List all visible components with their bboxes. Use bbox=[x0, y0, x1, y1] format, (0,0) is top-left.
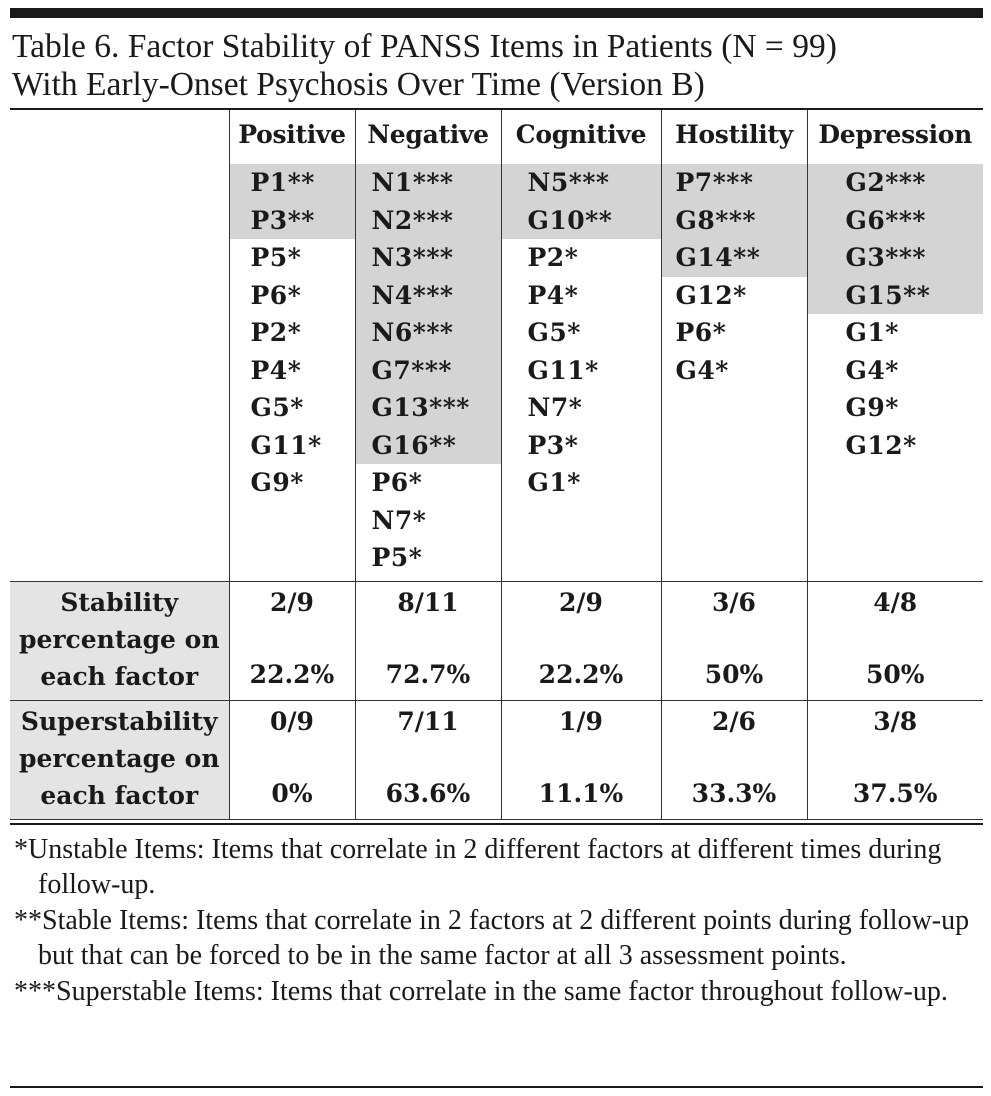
stability-percent: 22.2% bbox=[538, 660, 624, 689]
superstability-fraction: 0/9 bbox=[270, 707, 314, 736]
factor-item-label: G9* bbox=[845, 393, 899, 422]
superstability-cognitive bbox=[501, 701, 661, 820]
factor-item bbox=[502, 427, 661, 465]
factor-item-label: G5* bbox=[527, 318, 581, 347]
superstability-negative bbox=[355, 701, 501, 820]
factor-item-label: G11* bbox=[527, 355, 599, 385]
factor-item-label: P4* bbox=[250, 355, 302, 385]
superstability-hostility bbox=[661, 701, 807, 820]
stability-row bbox=[10, 582, 983, 701]
title-line-1: Table 6. Factor Stability of PANSS Items in Patients (N = 99) bbox=[12, 28, 837, 65]
factor-item-label: G10** bbox=[527, 205, 613, 235]
factor-item bbox=[662, 239, 807, 277]
factor-item-label: G7*** bbox=[371, 355, 452, 385]
factor-item bbox=[808, 352, 984, 390]
factor-item bbox=[502, 352, 661, 390]
factor-item-label: G13*** bbox=[371, 393, 470, 422]
factor-item bbox=[356, 464, 501, 502]
footnote-unstable: *Unstable Items: Items that correlate in 2 different factors at different times during follow-up. bbox=[14, 834, 942, 900]
superstability-fraction: 2/6 bbox=[712, 707, 756, 736]
factor-item bbox=[230, 239, 355, 277]
superstability-fraction: 3/8 bbox=[873, 707, 918, 736]
table-title bbox=[12, 28, 982, 104]
stability-fraction: 3/6 bbox=[712, 588, 756, 617]
factor-item-label: G3*** bbox=[845, 243, 926, 272]
items-hostility bbox=[661, 158, 807, 582]
superstability-depression bbox=[807, 701, 983, 820]
factor-item bbox=[502, 164, 661, 202]
factor-item-label: G11* bbox=[250, 430, 322, 460]
factor-item bbox=[356, 164, 501, 202]
factor-item bbox=[808, 239, 984, 277]
stability-fraction: 2/9 bbox=[270, 588, 314, 617]
factor-item bbox=[662, 352, 807, 390]
factor-item bbox=[356, 352, 501, 390]
stability-hostility bbox=[661, 582, 807, 701]
factor-item bbox=[356, 539, 501, 577]
stability-percent: 50% bbox=[704, 660, 764, 689]
footnote-stable: **Stable Items: Items that correlate in 2 factors at 2 different points during follow-up but that can be forced to be in the same factor at all 3 assessment points. bbox=[14, 905, 970, 971]
factor-item bbox=[230, 202, 355, 240]
items-negative bbox=[355, 158, 501, 582]
factor-item bbox=[356, 427, 501, 465]
superstability-percent: 0% bbox=[271, 779, 313, 808]
factor-item bbox=[356, 389, 501, 427]
superstability-label-line-2: percentage on bbox=[18, 744, 220, 773]
factor-item-label: N6*** bbox=[371, 318, 454, 347]
header-positive: Positive bbox=[229, 110, 355, 158]
superstability-percent: 33.3% bbox=[691, 779, 777, 808]
superstability-label-line-1: Superstability bbox=[20, 707, 218, 736]
items-depression bbox=[807, 158, 983, 582]
factor-item bbox=[230, 464, 355, 502]
factor-item-label: N7* bbox=[527, 393, 583, 422]
stability-negative bbox=[355, 582, 501, 701]
superstability-label-line-3: each factor bbox=[40, 781, 199, 810]
factor-item bbox=[230, 314, 355, 352]
footnotes bbox=[14, 832, 982, 1010]
factor-item-label: G12* bbox=[845, 430, 917, 460]
factor-item bbox=[356, 277, 501, 315]
factor-item-label: G9* bbox=[250, 468, 304, 497]
factor-item-label: P4* bbox=[527, 280, 579, 310]
superstability-percent: 63.6% bbox=[385, 779, 471, 808]
factor-item-label: P5* bbox=[250, 243, 302, 272]
factor-item bbox=[808, 427, 984, 465]
factor-item bbox=[502, 202, 661, 240]
superstability-fraction: 7/11 bbox=[397, 707, 459, 736]
factor-item bbox=[808, 389, 984, 427]
factor-item bbox=[662, 164, 807, 202]
factor-item-label: N2*** bbox=[371, 205, 454, 235]
factor-item-label: P3** bbox=[250, 205, 315, 235]
header-depression: Depression bbox=[807, 110, 983, 158]
factor-item bbox=[230, 352, 355, 390]
factor-item-label: G8*** bbox=[675, 205, 756, 235]
factor-item bbox=[230, 164, 355, 202]
factor-item-label: P6* bbox=[675, 318, 727, 347]
factor-item-label: P6* bbox=[371, 468, 423, 497]
factor-item bbox=[808, 277, 984, 315]
superstability-fraction: 1/9 bbox=[559, 707, 603, 736]
stability-depression bbox=[807, 582, 983, 701]
factor-item bbox=[808, 164, 984, 202]
stability-label-line-1: Stability bbox=[60, 588, 179, 617]
items-row bbox=[10, 158, 983, 582]
stability-percent: 50% bbox=[865, 660, 925, 689]
factor-item-label: G4* bbox=[675, 355, 729, 385]
footnote-superstable: ***Superstable Items: Items that correlate in the same factor throughout follow-up. bbox=[14, 976, 948, 1007]
factor-item-label: N5*** bbox=[527, 168, 610, 197]
factor-item-label: G5* bbox=[250, 393, 304, 422]
items-empty-cell bbox=[10, 158, 229, 582]
stability-fraction: 2/9 bbox=[559, 588, 603, 617]
factor-item bbox=[502, 464, 661, 502]
stability-percent: 22.2% bbox=[249, 660, 335, 689]
factor-item-label: N4*** bbox=[371, 280, 454, 310]
factor-item bbox=[356, 502, 501, 540]
stability-cognitive bbox=[501, 582, 661, 701]
items-positive bbox=[229, 158, 355, 582]
factor-item-label: G15** bbox=[845, 280, 931, 310]
factor-item-label: G12* bbox=[675, 280, 747, 310]
stability-fraction: 8/11 bbox=[397, 588, 459, 617]
superstability-row bbox=[10, 701, 983, 820]
factor-item-label: P7*** bbox=[675, 168, 754, 197]
factor-item-label: N3*** bbox=[371, 243, 454, 272]
stability-label-line-3: each factor bbox=[40, 662, 199, 691]
factor-item-label: N1*** bbox=[371, 168, 454, 197]
factor-item-label: P3* bbox=[527, 430, 579, 460]
title-line-2: With Early-Onset Psychosis Over Time (Version B) bbox=[12, 66, 705, 103]
factor-item-label: G14** bbox=[675, 243, 761, 272]
stability-label-line-2: percentage on bbox=[18, 625, 220, 654]
factor-item bbox=[356, 239, 501, 277]
bottom-rule bbox=[10, 1086, 983, 1088]
factor-item-label: N7* bbox=[371, 505, 427, 535]
stability-positive bbox=[229, 582, 355, 701]
factor-item bbox=[502, 239, 661, 277]
factor-item bbox=[230, 277, 355, 315]
superstability-label bbox=[10, 701, 229, 820]
items-cognitive bbox=[501, 158, 661, 582]
top-rule bbox=[10, 8, 983, 18]
factor-item-label: P2* bbox=[250, 318, 302, 347]
factor-item bbox=[502, 277, 661, 315]
table-bottom-rule bbox=[10, 823, 983, 825]
factor-item bbox=[356, 314, 501, 352]
header-negative: Negative bbox=[355, 110, 501, 158]
factor-item-label: P5* bbox=[371, 543, 423, 572]
factor-item-label: G1* bbox=[527, 468, 581, 497]
factor-item bbox=[502, 389, 661, 427]
factor-item-label: G1* bbox=[845, 318, 899, 347]
header-hostility: Hostility bbox=[661, 110, 807, 158]
factor-item bbox=[662, 277, 807, 315]
superstability-positive bbox=[229, 701, 355, 820]
stability-percent: 72.7% bbox=[385, 660, 471, 689]
header-empty-cell bbox=[10, 110, 229, 158]
factor-item-label: G2*** bbox=[845, 168, 926, 197]
factor-item-label: P2* bbox=[527, 243, 579, 272]
factor-item bbox=[230, 427, 355, 465]
factor-item bbox=[502, 314, 661, 352]
factor-item bbox=[662, 314, 807, 352]
superstability-percent: 37.5% bbox=[852, 779, 938, 808]
header-cognitive: Cognitive bbox=[501, 110, 661, 158]
stability-fraction: 4/8 bbox=[873, 588, 918, 617]
factor-item bbox=[808, 314, 984, 352]
superstability-percent: 11.1% bbox=[538, 779, 624, 808]
stability-label bbox=[10, 582, 229, 701]
factor-item-label: P1** bbox=[250, 168, 315, 197]
factor-item bbox=[808, 202, 984, 240]
factor-stability-table bbox=[10, 110, 983, 820]
factor-item bbox=[356, 202, 501, 240]
factor-item-label: G4* bbox=[845, 355, 899, 385]
factor-item-label: G6*** bbox=[845, 205, 926, 235]
factor-item bbox=[662, 202, 807, 240]
header-row bbox=[10, 110, 983, 158]
factor-item bbox=[230, 389, 355, 427]
factor-item-label: G16** bbox=[371, 430, 457, 460]
factor-item-label: P6* bbox=[250, 280, 302, 310]
